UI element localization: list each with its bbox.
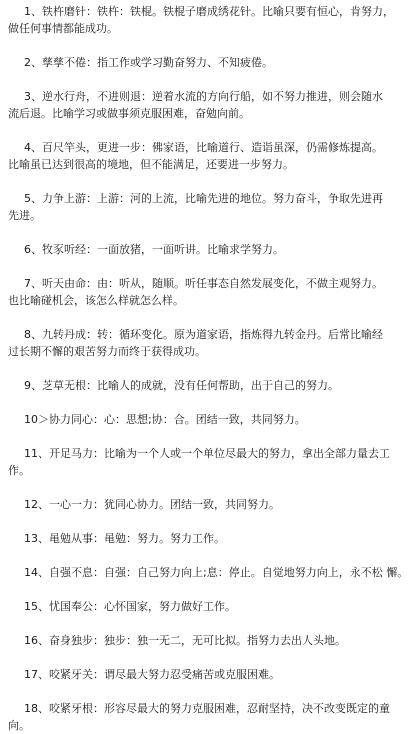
- idiom-entry-line: 1、铁杵磨针：铁杵：铁棍。铁棍子磨成绣花针。比喻只要有恒心，肯努力，: [24, 5, 394, 18]
- idiom-entry: [8, 190, 392, 224]
- idiom-entry: [8, 275, 392, 309]
- idiom-entry-line: 13、黾勉从事：黾勉：努力。努力工作。: [24, 532, 225, 545]
- idiom-entry-line: 16、奋身独步：独步：独一无二，无可比拟。指努力去出人头地。: [24, 634, 346, 647]
- idiom-entry: [8, 139, 392, 173]
- idiom-entry-line: 9、芝草无根：比喻人的成就，没有任何帮助，出于自己的努力。: [24, 379, 339, 392]
- idiom-entry-line: 6、牧豕听经：一面放猪，一面听讲。比喻求学努力。: [24, 243, 284, 256]
- idiom-entry-line: 17、咬紧牙关：谓尽最大努力忍受痛苦或克服困难。: [24, 668, 280, 681]
- idiom-entry-line: 也比喻碰机会，该怎么样就怎么样。: [8, 294, 184, 307]
- idiom-entry: [8, 445, 392, 479]
- paragraph-gap: [8, 581, 392, 598]
- idiom-entry: [8, 530, 392, 547]
- idiom-entry-line: 11、开足马力：比喻为一个人或一个单位尽最大的努力，拿出全部力量去工: [24, 447, 390, 460]
- idiom-entry: [8, 700, 392, 734]
- idiom-entry: [8, 241, 392, 258]
- idiom-entry-line: 先进。: [8, 209, 41, 222]
- paragraph-gap: [8, 479, 392, 496]
- idiom-entry-line: 7、听天由命：由：听从，随顺。听任事态自然发展变化，不做主观努力。: [24, 277, 383, 290]
- idiom-entry: [8, 88, 392, 122]
- paragraph-gap: [8, 547, 392, 564]
- idiom-entry-line: 18、咬紧牙根：形容尽最大的努力克服困难，忍耐坚持，决不改变既定的童: [24, 702, 390, 715]
- idiom-entry-line: 14、自强不息：自强：自己努力向上;息：停止。自觉地努力向上，永不松 懈。: [24, 566, 408, 579]
- idiom-entry-line: 过长期不懈的艰苦努力而终于获得成功。: [8, 345, 206, 358]
- idiom-entry: [8, 3, 392, 37]
- idiom-entry: [8, 54, 392, 71]
- idiom-entry-line: 12、一心一力：犹同心协力。团结一致，共同努力。: [24, 498, 280, 511]
- idiom-entry-line: 比喻虽已达到很高的境地，但不能满足，还要进一步努力。: [8, 158, 294, 171]
- idiom-entry-line: 8、九转丹成：转：循环变化。原为道家语，指炼得九转金丹。后常比喻经: [24, 328, 383, 341]
- idiom-entry-line: 向。: [8, 719, 30, 732]
- paragraph-gap: [8, 428, 392, 445]
- paragraph-gap: [8, 309, 392, 326]
- idiom-entry-line: 15、忧国奉公：心怀国家，努力做好工作。: [24, 600, 236, 613]
- idiom-entry-line: 3、逆水行舟，不进则退：逆着水流的方向行船，如不努力推进，则会随水: [24, 90, 383, 103]
- idiom-entry: [8, 564, 408, 581]
- idiom-entry-line: 流后退。比喻学习或做事须克服困难，奋勉向前。: [8, 107, 250, 120]
- idiom-entry-line: 4、百尺竿头，更进一步：佛家语，比喻道行、造诣虽深，仍需修炼提高。: [24, 141, 383, 154]
- paragraph-gap: [8, 513, 392, 530]
- idiom-entry: [8, 666, 392, 683]
- idiom-entry: [8, 377, 392, 394]
- idiom-entry-line: 作。: [8, 464, 30, 477]
- paragraph-gap: [8, 37, 392, 54]
- idiom-entry-line: 10＞协力同心：心：思想;协：合。团结一致，共同努力。: [24, 413, 306, 426]
- idiom-entry: [8, 598, 392, 615]
- paragraph-gap: [8, 258, 392, 275]
- idiom-entry-line: 做任何事情都能成功。: [8, 22, 118, 35]
- paragraph-gap: [8, 683, 392, 700]
- paragraph-gap: [8, 360, 392, 377]
- idiom-entry-line: 2、孳孳不倦：指工作或学习勤奋努力、不知疲倦。: [24, 56, 273, 69]
- paragraph-gap: [8, 71, 392, 88]
- idiom-entry: [8, 632, 392, 649]
- paragraph-gap: [8, 173, 392, 190]
- idiom-entry: [8, 496, 392, 513]
- idiom-entry-line: 5、力争上游：上游：河的上流，比喻先进的地位。努力奋斗，争取先进再: [24, 192, 383, 205]
- idiom-entry: [8, 326, 392, 360]
- paragraph-gap: [8, 224, 392, 241]
- paragraph-gap: [8, 615, 392, 632]
- paragraph-gap: [8, 394, 392, 411]
- paragraph-gap: [8, 649, 392, 666]
- paragraph-gap: [8, 122, 392, 139]
- idiom-entry: [8, 411, 392, 428]
